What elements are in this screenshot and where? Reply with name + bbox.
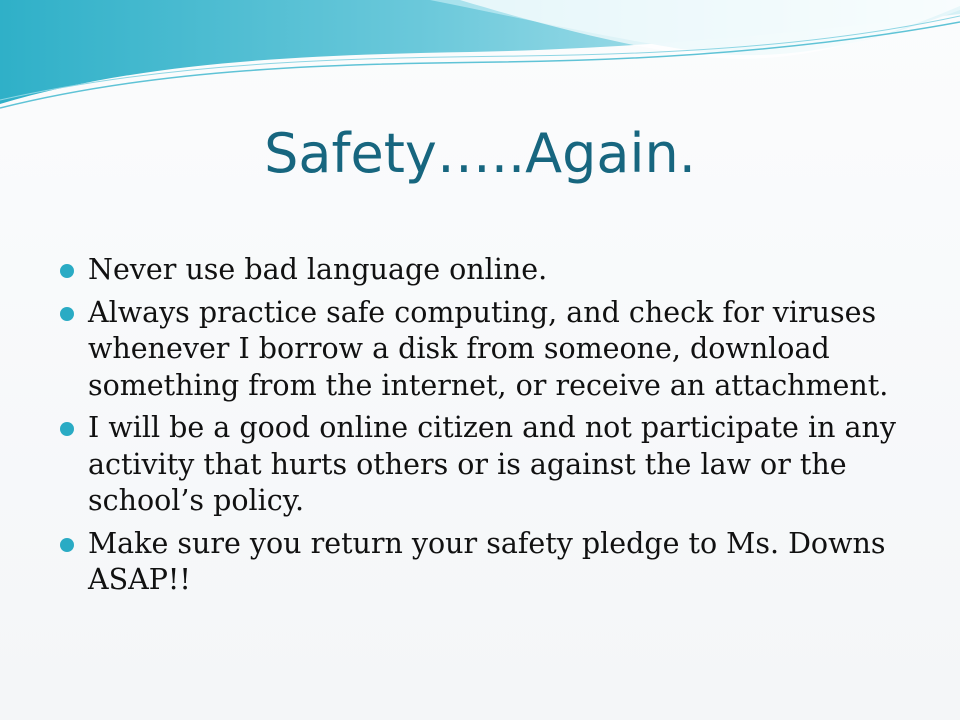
bullet-text: Never use bad language online. (88, 253, 548, 286)
bullet-dot-icon (60, 538, 74, 552)
bullet-item (58, 252, 908, 289)
bullet-dot-icon (60, 264, 74, 278)
bullet-list (58, 252, 908, 605)
bullet-item (58, 526, 908, 599)
bullet-dot-icon (60, 422, 74, 436)
bullet-text: Always practice safe computing, and check for viruses whenever I borrow a disk from someone, download something from the internet, or receive an attachment. (88, 295, 889, 402)
slide-title: Safety…..Again. (264, 122, 696, 185)
header-wave-decoration (0, 0, 960, 120)
bullet-dot-icon (60, 307, 74, 321)
bullet-item (58, 410, 908, 520)
bullet-text: I will be a good online citizen and not participate in any activity that hurts others or is against the law or the school’s policy. (88, 411, 896, 517)
bullet-text: Make sure you return your safety pledge to Ms. Downs ASAP!! (88, 526, 886, 596)
bullet-item (58, 295, 908, 405)
